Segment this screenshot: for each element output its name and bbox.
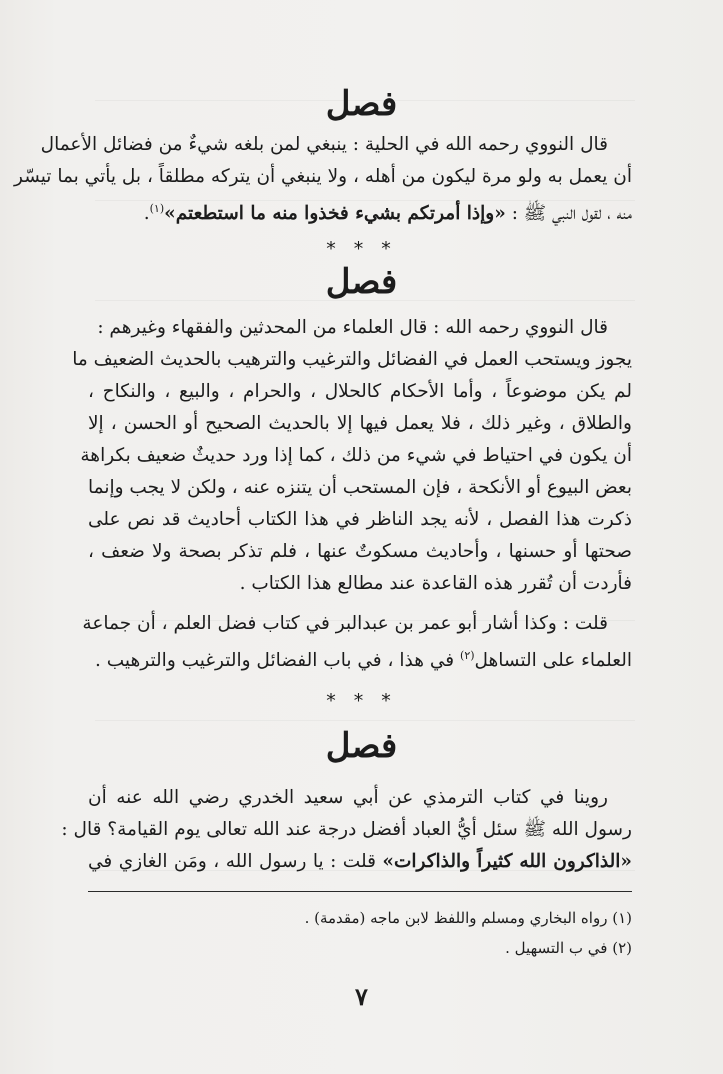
footnote: (١) رواه البخاري ومسلم واللفظ لابن ماجه (مقدمة) . <box>304 909 632 927</box>
text-line: لم يكن موضوعاً ، وأما الأحكام كالحلال ، والحرام ، والبيع ، والنكاح ، <box>88 381 632 402</box>
text-line: والطلاق ، وغير ذلك ، فلا يعمل فيها إلا بالحديث الصحيح أو الحسن ، إلا <box>88 413 632 434</box>
text-run: العلماء على التساهل <box>474 650 632 672</box>
text-line: قال النووي رحمه الله : قال العلماء من المحدثين والفقهاء وغيرهم : <box>97 317 608 338</box>
text-run: . <box>143 203 150 225</box>
text-run: منه ، لقول النبي ﷺ : <box>511 203 632 225</box>
section-divider: * * * <box>326 238 397 260</box>
text-line: أن يعمل به ولو مرة ليكون من أهله ، ولا ينبغي أن يتركه مطلقاً ، بل يأتي بما تيسّر <box>14 166 632 187</box>
footnote-separator <box>88 891 632 892</box>
hadith-quote: «الذاكرون الله كثيراً والذاكرات» <box>382 851 632 872</box>
section-heading: فصل <box>325 84 398 124</box>
text-line: بعض البيوع أو الأنكحة ، فإن المستحب أن يتنزه عنه ، ولكن لا يجب وإنما <box>88 477 632 498</box>
text-line <box>88 195 632 223</box>
page-number: ٧ <box>355 982 368 1011</box>
text-line: يجوز ويستحب العمل في الفضائل والترغيب والترهيب بالحديث الضعيف ما <box>72 349 632 370</box>
text-line: ذكرت هذا الفصل ، لأنه يجد الناظر في هذا الكتاب أحاديث قد نص على <box>88 509 632 530</box>
text-line: روينا في كتاب الترمذي عن أبي سعيد الخدري رضي الله عنه أن <box>88 787 608 808</box>
text-line <box>88 642 632 670</box>
section-heading: فصل <box>325 262 398 302</box>
section-divider: * * * <box>326 690 397 712</box>
text-line: فأردت أن تُقرر هذه القاعدة عند مطالع هذا الكتاب . <box>239 573 632 594</box>
text-run: قلت : يا رسول الله ، ومَن الغازي في <box>88 851 376 872</box>
hadith-quote: «وإذا أمرتكم بشيء فخذوا منه ما استطعتم» <box>164 203 506 225</box>
text-run: في هذا ، في باب الفضائل والترغيب والترهيب . <box>94 650 455 672</box>
footnote-ref: (١) <box>149 202 165 215</box>
section-heading: فصل <box>325 726 398 766</box>
show-through-line <box>95 720 635 721</box>
text-line: أن يكون في احتياط في شيء من ذلك ، كما إذا ورد حديثٌ ضعيف بكراهة <box>80 445 632 466</box>
text-line <box>88 848 632 876</box>
footnote-ref: (٢) <box>460 649 475 662</box>
text-line: رسول الله ﷺ سئل أيُّ العباد أفضل درجة عند الله تعالى يوم القيامة؟ قال : <box>61 819 632 840</box>
footnote: (٢) في ب التسهيل . <box>505 939 632 957</box>
text-line: قلت : وكذا أشار أبو عمر بن عبدالبر في كتاب فضل العلم ، أن جماعة <box>82 613 608 634</box>
text-line: قال النووي رحمه الله في الحلية : ينبغي لمن بلغه شيءٌ من فضائل الأعمال <box>40 134 608 155</box>
text-line: صحتها أو حسنها ، وأحاديث مسكوتٌ عنها ، فلم تذكر بصحة ولا ضعف ، <box>88 541 632 562</box>
